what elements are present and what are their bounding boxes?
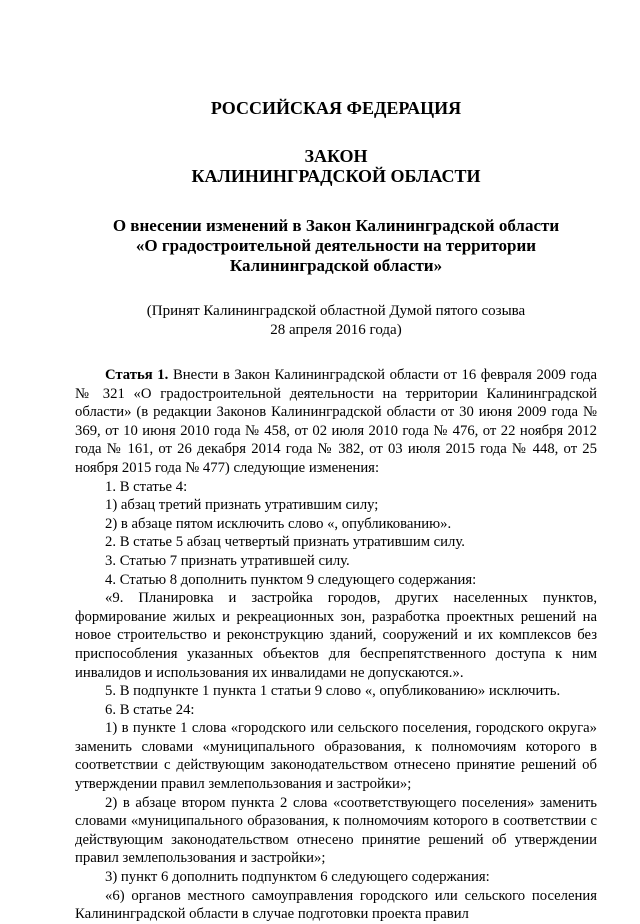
country-heading: РОССИЙСКАЯ ФЕДЕРАЦИЯ [210, 98, 462, 118]
law-heading-line: ЗАКОН [304, 146, 368, 166]
paragraph: 4. Статью 8 дополнить пунктом 9 следующего содержания: [105, 571, 477, 588]
adoption-note [75, 302, 597, 340]
document-content [75, 98, 597, 924]
paragraph: 2. В статье 5 абзац четвертый признать утратившим силу. [105, 534, 465, 551]
paragraph: 5. В подпункте 1 пункта 1 статьи 9 слово «, опубликованию» исключить. [105, 683, 561, 700]
law-heading [75, 146, 597, 186]
law-title-line: О внесении изменений в Закон Калининградской области [112, 216, 560, 235]
article-1-intro [75, 366, 597, 478]
paragraph: 3) пункт 6 дополнить подпунктом 6 следующего содержания: [105, 869, 490, 886]
law-title [75, 216, 597, 276]
paragraph: 2) в абзаце пятом исключить слово «, опубликованию». [105, 515, 452, 532]
paragraph: «6) органов местного самоуправления городского или сельского поселения Калининградской области в случае подготовки проекта правил [75, 887, 597, 923]
paragraph: 1) в пункте 1 слова «городского или сельского поселения, городского округа» заменить словами «муниципального образования, к полномочиям которого в соответствии с действующим законодательством отнесено принятие решений об утверждении правил землепользования и застройки»; [75, 720, 597, 793]
paragraph: «9. Планировка и застройка городов, других населенных пунктов, формирование жилых и рекреационных зон, разработка проектных решений на новое строительство и реконструкцию зданий, сооружений и их комплексов без приспособления указанных объектов для беспрепятственного доступа к ним инвалидов и использования их инвалидами не допускаются.». [75, 590, 597, 681]
adoption-note-line: 28 апреля 2016 года) [270, 322, 402, 338]
law-heading-line: КАЛИНИНГРАДСКОЙ ОБЛАСТИ [191, 166, 481, 186]
paragraph: 2) в абзаце втором пункта 2 слова «соответствующего поселения» заменить словами «муниципального образования, к полномочиям которого в соответствии с действующим законодательством отнесено принятие решений об утверждении правил землепользования и застройки»; [75, 794, 597, 867]
article-label: Статья 1. [105, 367, 169, 383]
paragraph: 3. Статью 7 признать утратившей силу. [105, 552, 350, 569]
law-title-line: «О градостроительной деятельности на территории [135, 236, 537, 255]
adoption-note-line: (Принят Калининградской областной Думой пятого созыва [146, 303, 526, 319]
law-title-line: Калининградской области» [229, 256, 443, 275]
article-text: Внести в Закон Калининградской области от 16 февраля 2009 года № 321 «О градостроительной деятельности на территории Калининградской области» (в редакции Законов Калининградской области от 30 июня 2009 года № 369, от 10 июня 2010 года № 458, от 02 июля 2010 года № 476, от 22 ноября 2012 года № 161, от 26 декабря 2014 года № 382, от 03 июля 2015 года № 448, от 25 ноября 2015 года № 477) следующие изменения: [75, 367, 597, 476]
paragraph: 1. В статье 4: [105, 478, 188, 495]
paragraph: 1) абзац третий признать утратившим силу; [105, 497, 379, 514]
paragraph: 6. В статье 24: [105, 701, 195, 718]
